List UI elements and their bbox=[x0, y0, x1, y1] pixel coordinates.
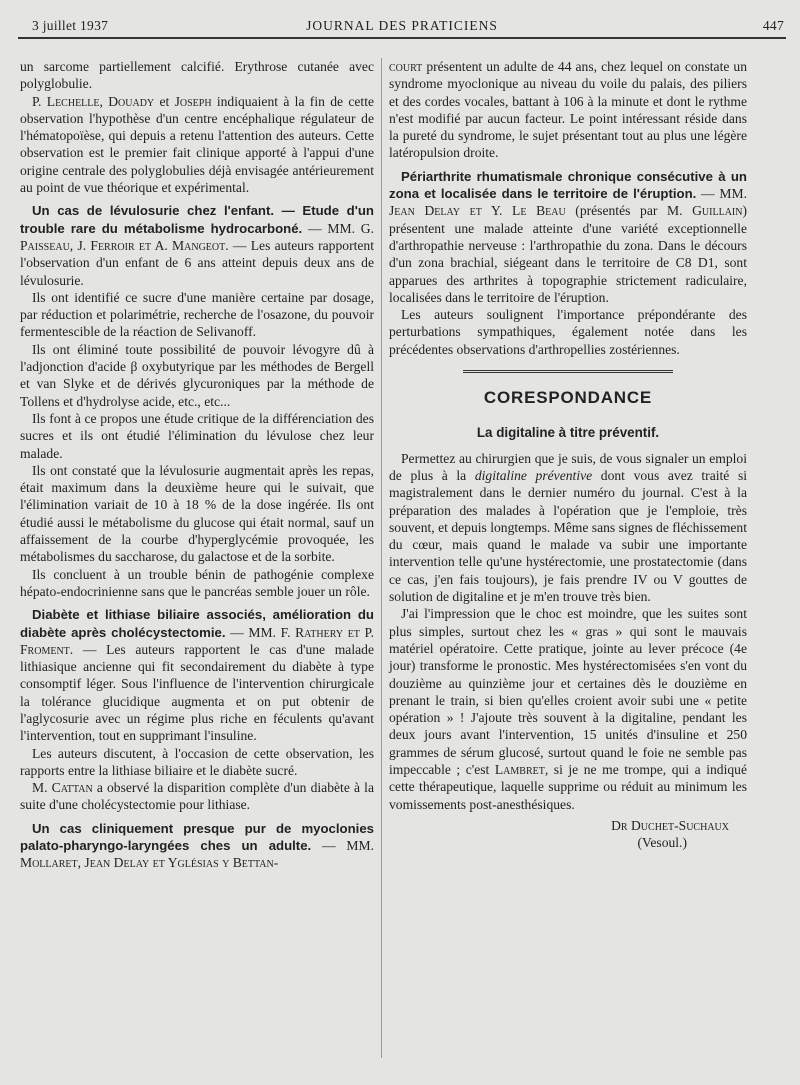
paragraph: Ils concluent à un trouble bénin de pathogénie complexe hépato-endocrinienne sans que le pancréas semble jouer un rôle. bbox=[20, 566, 374, 599]
paragraph bbox=[20, 779, 374, 814]
section-divider bbox=[463, 370, 673, 375]
author-names: court bbox=[389, 59, 423, 74]
continued-paragraph: un sarcome partiellement calcifié. Erythrose cutanée avec polyglobulie. bbox=[20, 59, 374, 92]
article-entry bbox=[20, 820, 374, 872]
author-names: Lambret bbox=[494, 761, 545, 777]
text-fragment: (présentés par M. bbox=[565, 203, 693, 219]
author-names: Joseph bbox=[174, 93, 212, 109]
left-column bbox=[20, 58, 374, 872]
author-names: Mollaret, Jean Delay et Yglésias y Bettan- bbox=[20, 855, 279, 871]
article-entry bbox=[389, 168, 747, 306]
section-heading: CORESPONDANCE bbox=[483, 388, 653, 408]
paragraph-text: ) présentent une malade atteinte d'une variété exceptionnelle d'arthropathie nerveuse : l'arthropathie du zona. Dans le décours d'un zona brachial, siégeant dans le territoire de C8 D1, sont apparues des arthrites à topographie strictement radiculaire, localisées dans le territoire de l'éruption. bbox=[389, 203, 747, 305]
journal-title: JOURNAL DES PRATICIENS bbox=[306, 18, 498, 33]
article-entry bbox=[20, 606, 374, 744]
paragraph-text: — Les auteurs rapportent le cas d'une malade lithiasique ancienne qui fit secondairement du diabète à type consomptif léger. Sous l'influence de l'intervention chirurgicale la tolérance glucidique augmenta et on put obtenir de l'aglycosurie avec un régime plus riche en féculents qu'avant l'intervention, tout en supprimant l'insuline. bbox=[20, 641, 374, 744]
article-title: Un cas de lévulosurie chez l'enfant. — Etude d'un trouble rare du métabolisme hydrocarboné. bbox=[20, 203, 374, 236]
author-names: P. Lechelle, Douady bbox=[32, 93, 155, 109]
header-rule bbox=[18, 37, 786, 39]
page-number: 447 bbox=[762, 18, 784, 33]
continued-paragraph bbox=[389, 58, 747, 162]
text-fragment: — MM. bbox=[302, 220, 361, 236]
paragraph: Ils ont éliminé toute possibilité de pouvoir lévogyre dû à l'adjonction d'acide β oxybutyrique par les méthodes de Bergell et van Slyke et de dérivés glycuroniques par la méthode de Tollens et d'hydrolyse acide, etc., etc... bbox=[20, 341, 374, 409]
article-title: Périarthrite rhumatismale chronique consécutive à un zona et localisée dans le territoire de l'éruption. bbox=[389, 168, 747, 202]
author-names: M. Cattan bbox=[32, 780, 93, 796]
paragraph: Ils ont constaté que la lévulosurie augmentait après les repas, était maximum dans la deuxième heure qui le suivait, que l'élimination variait de 10 à 18 % de la dose ingérée. Ils ont étudié aussi le métabolisme du glucose qui était normal, sauf un affaissement de la courbe d'hyperglycémie provoquée, les métabolismes du saccharose, du galactose et de la sorbite. bbox=[20, 462, 374, 565]
article-title: Un cas cliniquement presque pur de myoclonies palato-pharyngo-laryngées ches un adulte. bbox=[20, 820, 374, 854]
paragraph-text: présentent un adulte de 44 ans, chez lequel on constate un syndrome myoclonique au niveau du voile du palais, des piliers et des cordes vocales, battant à 106 à la minute et dont le rythme n'est modifié par aucun facteur. Le point intéressant réside dans la pureté du syndrome, le sujet présentant tout au plus une légère latéropulsion droite. bbox=[389, 59, 747, 161]
paragraph: Les auteurs discutent, à l'occasion de cette observation, les rapports entre la lithiase biliaire et le diabète sucré. bbox=[20, 745, 374, 778]
paragraph-text: indiquaient à la fin de cette observation l'hypothèse d'un centre encéphalique régulateur de l'hématopoïèse, qui depuis a retenu l'attention des auteurs. Cette observation est le premier fait clinique apporté à l'appui d'une origine centrale des polyglobulies déjà envisagée antérieurement au point de vue théorique et expérimental. bbox=[20, 93, 375, 196]
signature-place: (Vesoul.) bbox=[637, 835, 687, 851]
text-fragment: — MM. bbox=[696, 186, 747, 202]
paragraph-text: a observé la disparition complète d'un diabète à la suite d'une cholécystectomie pour lithiase. bbox=[20, 780, 374, 813]
paragraph bbox=[20, 93, 374, 197]
paragraph-text: dont vous avez traité si magistralement dans le dernier numéro du journal. C'est à la préparation des malades à l'opération que je l'emploie, très souvent, et depuis longtemps. Même sans signes de fléchissement du cœur, mais quand le malade va subir une importante intervention telle qu'une hystérectomie, une prostatectomie (dans ce cas, j'en fais toujours), je fais prendre IV ou V gouttes de solution de digitaline et je m'en trouve très bien. bbox=[389, 467, 748, 605]
paragraph bbox=[389, 450, 747, 606]
paragraph: Ils ont identifié ce sucre d'une manière certaine par dosage, par réduction et polarimétrie, recherche de l'osazone, du pouvoir fermentescible de la réaction de Selivanoff. bbox=[20, 289, 374, 340]
author-names: Jean Delay et Y. Le Beau bbox=[389, 203, 566, 219]
header-date: 3 juillet 1937 bbox=[32, 18, 109, 33]
paragraph-text: Permettez au chirurgien que je suis, de vous signaler un emploi de plus à la bbox=[389, 450, 747, 483]
paragraph-text: , si je ne me trompe, qui a indiqué cette thérapeutique, laquelle supprime ou réduit au minimum les vomissements post-anesthésiques. bbox=[389, 761, 747, 812]
signature-block bbox=[389, 817, 747, 852]
paragraph-text: — Les auteurs rapportent l'observation d'un enfant de 6 ans atteint depuis deux ans de lévulosurie. bbox=[20, 237, 374, 288]
author-names: F. Rathery et P. Froment. bbox=[20, 624, 374, 657]
signature-name: Dr Duchet-Suchaux bbox=[611, 817, 729, 833]
paragraph bbox=[389, 605, 747, 813]
author-names: G. Paisseau, J. Ferroir et A. Mangeot. bbox=[20, 220, 374, 253]
text-fragment: — MM. bbox=[225, 624, 281, 640]
letter-title: La digitaline à titre préventif. bbox=[476, 425, 660, 441]
text-fragment: et bbox=[154, 93, 175, 109]
paragraph-text: J'ai l'impression que le choc est moindre, que les suites sont plus simples, surtout chez les « gras » qui sont le mauvais matériel opératoire. Cette pratique, jointe au lever précoce (4e jour) transforme le pronostic. Mes hystérectomisées s'en vont du douzième au quinzième jour et certaines dès le douzième en prenant le train, si bien qu'elles croient avoir subi une « petite opération » ! J'ajoute très souvent à la digitaline, pendant les deux jours avant l'intervention, 15 unités d'insuline et 250 grammes de sérum glucosé, surtout quand le foie ne semble pas impeccable ; c'est bbox=[389, 606, 747, 777]
text-fragment: — MM. bbox=[311, 838, 375, 854]
paragraph: Les auteurs soulignent l'importance prépondérante des perturbations sympathiques, également notée dans les précédentes observations d'arthropellies zostériennes. bbox=[389, 307, 747, 357]
column-divider bbox=[381, 58, 382, 1058]
emphasis-text: digitaline préventive bbox=[474, 467, 593, 483]
paragraph: Ils font à ce propos une étude critique de la différenciation des sucres et ils ont étudié l'élimination du lévulose chez leur malade. bbox=[20, 410, 374, 461]
article-title: Diabète et lithiase biliaire associés, amélioration du diabète après cholécystectomie. bbox=[20, 607, 374, 640]
presenter-name: Guillain bbox=[692, 203, 743, 219]
right-column bbox=[389, 58, 747, 851]
article-entry bbox=[20, 202, 374, 288]
